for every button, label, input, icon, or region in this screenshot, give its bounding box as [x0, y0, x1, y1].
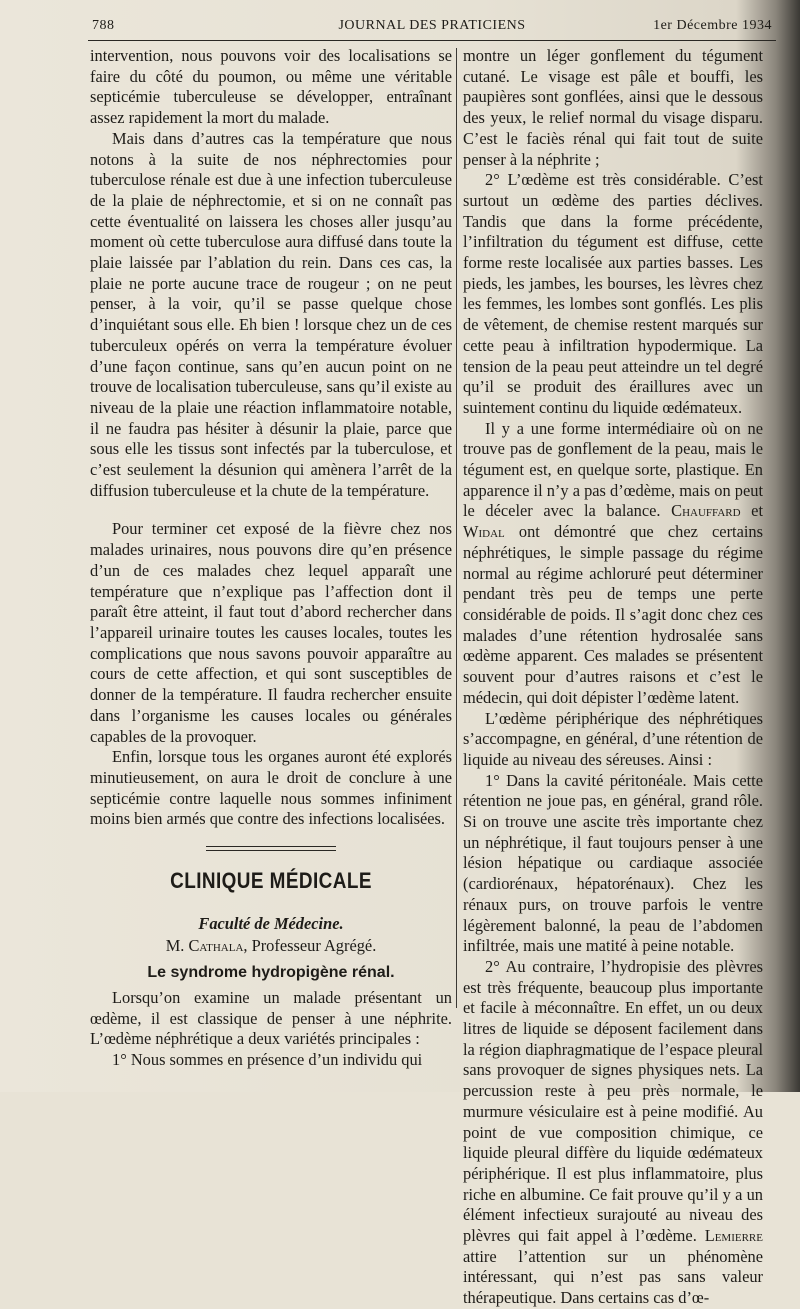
left-column	[90, 46, 452, 1071]
column-divider	[456, 48, 457, 1008]
paragraph: 1° Nous sommes en présence d’un individu qui	[112, 1049, 423, 1069]
text-run: et	[740, 501, 763, 521]
paragraph: montre un léger gonflement du tégument cutané. Le visage est pâle et bouffi, les paupières sont gonflées, ainsi que le dessous des yeux, le relief normal du visage disparu. C’est le faciès rénal qui fait tout de suite penser à la néphrite ;	[463, 46, 763, 169]
paragraph: intervention, nous pouvons voir des localisations se faire du côté du poumon, ou même une véritable septicémie tuberculeuse se développer, entraînant assez rapidement la mort du malade.	[90, 46, 452, 128]
article-title: Le syndrome hydropigène rénal.	[147, 964, 395, 982]
paragraph: L’œdème périphérique des néphrétiques s’accompagne, en général, d’une rétention de liquide au niveau des séreuses. Ainsi :	[463, 708, 763, 769]
paragraph: Mais dans d’autres cas la température que nous notons à la suite de nos néphrectomies pour tuberculose rénale est due à une infection tuberculeuse de la plaie de néphrectomie, et si on ne connaît pas cette éventualité on laissera les choses aller jusqu’au moment où cette tuberculose aura diffusé dans toute la plaie laissée par l’ablation du rein. Dans ces cas, la plaie ne porte aucune trace de rougeur ; on ne peut penser, à la voir, qu’il se passe quelque chose d’inquiétant sous elle. Eh bien ! lorsque chez un de ces tuberculeux opérés on verra la température évoluer d’une façon continue, sans qu’en aucun point on ne trouve de localisation tuberculeuse, sans qu’il existe au niveau de la plaie une réaction inflammatoire notable, il ne faudra pas hésiter à désunir la plaie, parce que sous elle les tissus sont infectés par la tuberculose, et c’est seulement la désunion qui amènera l’arrêt de la diffusion tuberculeuse et la chute de la température.	[90, 128, 452, 500]
author-line	[90, 936, 452, 957]
paragraph-gap	[90, 501, 452, 519]
journal-title: JOURNAL DES PRATICIENS	[338, 18, 526, 33]
section-separator	[206, 846, 336, 851]
text-run: attire l’attention sur un phénomène intéressant, qui n’est pas sans valeur thérapeutique. Dans certains cas d’œ-	[463, 1246, 763, 1308]
cited-author: Chauffard	[671, 501, 741, 521]
page-number: 788	[92, 18, 115, 33]
cited-author: Widal	[463, 522, 505, 542]
paragraph: Lorsqu’on examine un malade présentant un œdème, il est classique de penser à une néphrite. L’œdème néphrétique a deux variétés principales :	[90, 987, 452, 1049]
paragraph: 1° Dans la cavité péritonéale. Mais cette rétention ne joue pas, en général, grand rôle. Si on trouve une ascite très importante chez un néphrétique, il faut toujours penser à une lésion hépatique ou cardiaque associée (cardiorénaux, hépatorénaux). Chez les rénaux purs, on trouve parfois le ventre légèrement balonné, la peau de l’abdomen infiltrée, mais une matité à peine notable.	[463, 770, 763, 956]
right-column	[463, 46, 763, 1309]
text-run: ont démontré que chez certains néphrétiques, le simple passage du régime normal au régime achloruré peut déterminer pendant très peu de temps une perte considérable de poids. Il s’agit donc chez ces malades d’une rétention hydrosalée sans œdème apparent. Ces malades se présentent souvent pour d’autres raisons et c’est le médecin, qui doit dépister l’œdème latent.	[463, 522, 763, 707]
paragraph: 2° L’œdème est très considérable. C’est surtout un œdème des parties déclives. Tandis que dans la forme précédente, l’infiltration du tégument est diffuse, cette forme reste localisée aux parties basses. Les pieds, les jambes, les bourses, les lèvres chez les femmes, les lombes sont gonflés. Les plis de vêtement, de chemise restent marqués sur cette peau à infiltration hypodermique. La tension de la peau peut atteindre un tel degré qu’il se produit des éraillures avec un suintement continu du liquide œdémateux.	[463, 170, 763, 417]
text-run: Il y a une forme intermédiaire où on ne trouve pas de gonflement de la peau, mais le tégument est, en quelque sorte, plastique. En apparence il n’y a pas d’œdème, mais on peut le déceler avec la balance.	[463, 418, 763, 521]
author-title: , Professeur Agrégé.	[243, 936, 377, 956]
running-header	[92, 14, 772, 36]
issue-date: 1er Décembre 1934	[653, 18, 772, 33]
paragraph	[463, 419, 763, 709]
paragraph	[463, 957, 763, 1309]
cited-author: Lemierre	[704, 1226, 763, 1246]
text-run: 2° Au contraire, l’hydropisie des plèvres est très fréquente, beaucoup plus importante et facile à méconnaître. En effet, un ou deux litres de liquide se déposent facilement dans la région diaphragmatique de l’espace pleural sans provoquer de signes physiques nets. La percussion reste à peu près normale, le murmure vésiculaire est à peine modifié. Au point de vue composition chimique, ce liquide pleural diffère du liquide œdémateux périphérique. Il est plus inflammatoire, plus riche en albumine. Ce fait prouve qu’il y a un élément infectieux surajouté au niveau des plèvres qui fait appel à l’œdème.	[463, 956, 763, 1246]
section-title: CLINIQUE MÉDICALE	[170, 868, 372, 894]
header-rule	[88, 40, 776, 41]
paragraph: Pour terminer cet exposé de la fièvre chez nos malades urinaires, nous pouvons dire qu’en présence d’un de ces malades chez lequel apparaît une température que n’explique pas l’affection dont il paraît être atteint, il faut tout d’abord rechercher dans l’appareil urinaire toutes les causes locales, toutes les complications que nous savons pouvoir apparaître au cours de cette affection, et qui sont susceptibles de donner de la température. Il faudra rechercher ensuite dans l’organisme les causes locales ou générales capables de la provoquer.	[90, 519, 452, 746]
faculty-line: Faculté de Médecine.	[198, 913, 344, 933]
paragraph: Enfin, lorsque tous les organes auront été explorés minutieusement, on aura le droit de conclure à une septicémie contre laquelle nous sommes infiniment moins bien armés que contre des infections localisées.	[90, 747, 452, 829]
author-name: M. Cathala	[165, 936, 244, 956]
